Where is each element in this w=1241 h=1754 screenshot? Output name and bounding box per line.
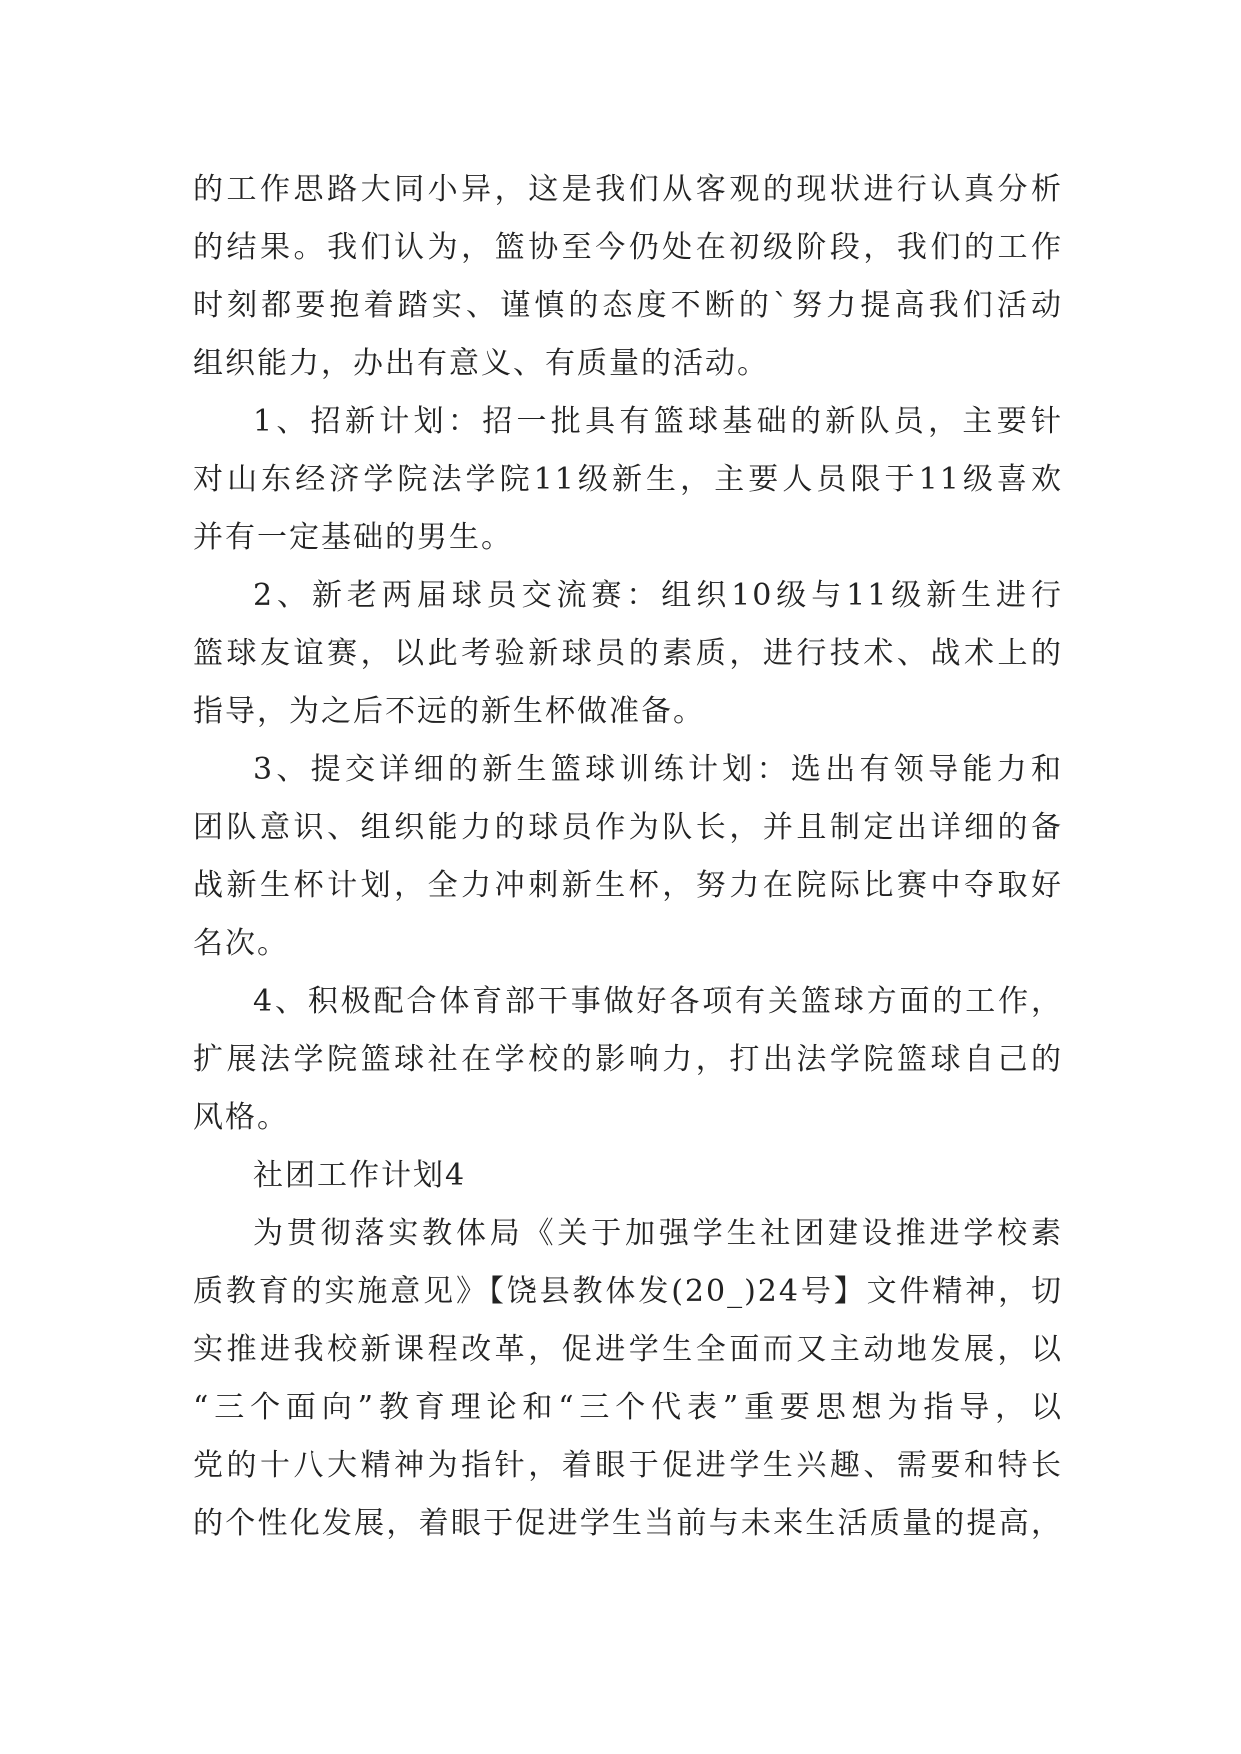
paragraph-start-line: 为贯彻落实教体局《关于加强学生社团建设推进学校素 <box>253 1216 1063 1251</box>
text-line: 质教育的实施意见》【饶县教体发(20_)24号】文件精神，切 <box>193 1274 1063 1309</box>
text-line: 名次。 <box>193 926 289 961</box>
list-item-1-line: 1、招新计划：招一批具有篮球基础的新队员，主要针 <box>253 404 1063 439</box>
list-item-3-line: 3、提交详细的新生篮球训练计划：选出有领导能力和 <box>253 752 1063 787</box>
text-line: 党的十八大精神为指针，着眼于促进学生兴趣、需要和特长 <box>193 1448 1063 1483</box>
text-line: 的结果。我们认为，篮协至今仍处在初级阶段，我们的工作 <box>193 230 1063 265</box>
text-line: 的个性化发展，着眼于促进学生当前与未来生活质量的提高， <box>193 1506 1063 1541</box>
text-line: “三个面向”教育理论和“三个代表”重要思想为指导，以 <box>193 1390 1063 1425</box>
text-line: 的工作思路大同小异，这是我们从客观的现状进行认真分析 <box>193 172 1063 207</box>
text-line: 篮球友谊赛，以此考验新球员的素质，进行技术、战术上的 <box>193 636 1063 671</box>
text-line: 风格。 <box>193 1100 289 1135</box>
text-line: 团队意识、组织能力的球员作为队长，并且制定出详细的备 <box>193 810 1063 845</box>
text-line: 时刻都要抱着踏实、谨慎的态度不断的`努力提高我们活动 <box>193 288 1063 323</box>
list-item-4-line: 4、积极配合体育部干事做好各项有关篮球方面的工作， <box>253 984 1063 1019</box>
section-heading: 社团工作计划4 <box>253 1158 467 1193</box>
text-line: 指导，为之后不远的新生杯做准备。 <box>193 694 705 729</box>
text-line: 实推进我校新课程改革，促进学生全面而又主动地发展，以 <box>193 1332 1063 1367</box>
document-body <box>193 161 1063 1553</box>
text-line: 并有一定基础的男生。 <box>193 520 513 555</box>
text-line: 战新生杯计划，全力冲刺新生杯，努力在院际比赛中夺取好 <box>193 868 1063 903</box>
text-line: 组织能力，办出有意义、有质量的活动。 <box>193 346 769 381</box>
text-line: 扩展法学院篮球社在学校的影响力，打出法学院篮球自己的 <box>193 1042 1063 1077</box>
text-line: 对山东经济学院法学院11级新生，主要人员限于11级喜欢 <box>193 462 1063 497</box>
list-item-2-line: 2、新老两届球员交流赛：组织10级与11级新生进行 <box>253 578 1063 613</box>
